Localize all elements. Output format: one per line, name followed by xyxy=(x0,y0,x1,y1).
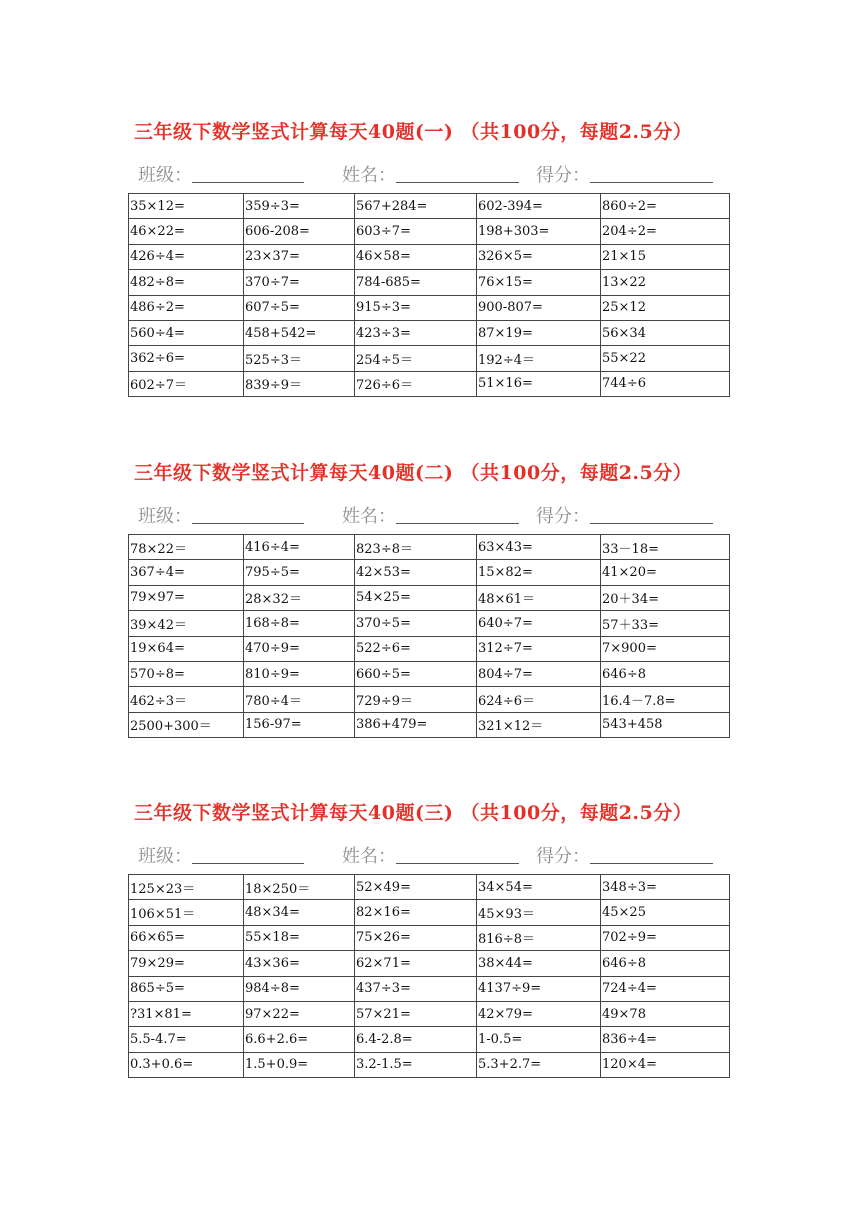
problem-cell: 46×58= xyxy=(355,244,477,269)
problem-cell: 7×900= xyxy=(601,636,730,661)
problem-cell: 168÷8= xyxy=(244,611,355,636)
problem-cell: 106×51＝ xyxy=(129,900,244,925)
problems-table xyxy=(128,193,730,397)
problem-cell: 860÷2= xyxy=(601,194,730,219)
problem-cell: 16.4－7.8= xyxy=(601,687,730,712)
table-row xyxy=(129,661,730,686)
problem-cell: 416÷4= xyxy=(244,535,355,560)
problem-cell: 823÷8＝ xyxy=(355,535,477,560)
class-blank[interactable] xyxy=(192,505,304,524)
problem-cell: 784-685= xyxy=(355,270,477,295)
problem-cell: 79×97= xyxy=(129,585,244,610)
problem-cell: 18×250＝ xyxy=(244,875,355,900)
table-row xyxy=(129,900,730,925)
problem-cell: 603÷7= xyxy=(355,219,477,244)
name-label: 姓名： xyxy=(342,165,396,186)
problem-cell: 43×36= xyxy=(244,951,355,976)
problem-cell: 20＋34= xyxy=(601,585,730,610)
problem-cell: 640÷7= xyxy=(477,611,601,636)
problem-cell: 423÷3= xyxy=(355,320,477,345)
problem-cell: 198+303= xyxy=(477,219,601,244)
problem-cell: 97×22= xyxy=(244,1001,355,1026)
score-label: 得分： xyxy=(536,846,590,867)
section-title: 三年级下数学竖式计算每天40题(三) （共100分，每题2.5分） xyxy=(134,802,693,824)
problem-cell: 915÷3= xyxy=(355,295,477,320)
problem-cell: 48×61＝ xyxy=(477,585,601,610)
problem-cell: 462÷3＝ xyxy=(129,687,244,712)
problem-cell: 458+542= xyxy=(244,320,355,345)
table-row xyxy=(129,687,730,712)
problem-cell: 326×5= xyxy=(477,244,601,269)
table-row xyxy=(129,1027,730,1052)
problem-cell: 359÷3= xyxy=(244,194,355,219)
table-row xyxy=(129,560,730,585)
problem-cell: 45×93＝ xyxy=(477,900,601,925)
problem-cell: 78×22＝ xyxy=(129,535,244,560)
problem-cell: 46×22= xyxy=(129,219,244,244)
name-blank[interactable] xyxy=(396,505,519,524)
name-blank[interactable] xyxy=(396,164,519,183)
problem-cell: 370÷7= xyxy=(244,270,355,295)
problem-cell: 82×16= xyxy=(355,900,477,925)
problem-cell: 348÷3= xyxy=(601,875,730,900)
problem-cell: 192÷4＝ xyxy=(477,346,601,371)
problem-cell: 35×12= xyxy=(129,194,244,219)
class-label: 班级： xyxy=(138,506,192,527)
problem-cell: 33－18= xyxy=(601,535,730,560)
score-label: 得分： xyxy=(536,165,590,186)
problem-cell: 726÷6＝ xyxy=(355,371,477,396)
problem-cell: 19×64= xyxy=(129,636,244,661)
problem-cell: 125×23＝ xyxy=(129,875,244,900)
section-title: 三年级下数学竖式计算每天40题(二) （共100分，每题2.5分） xyxy=(134,462,693,484)
problem-cell: 543+458 xyxy=(601,712,730,737)
table-row xyxy=(129,1001,730,1026)
problem-cell: 367÷4= xyxy=(129,560,244,585)
problem-cell: 702÷9= xyxy=(601,925,730,950)
problem-cell: 51×16= xyxy=(477,371,601,396)
problem-cell: 25×12 xyxy=(601,295,730,320)
problem-cell: 865÷5= xyxy=(129,976,244,1001)
problem-cell: 1-0.5= xyxy=(477,1027,601,1052)
problem-cell: 79×29= xyxy=(129,951,244,976)
class-label: 班级： xyxy=(138,165,192,186)
problem-cell: 76×15= xyxy=(477,270,601,295)
problem-cell: 560÷4= xyxy=(129,320,244,345)
problem-cell: 470÷9= xyxy=(244,636,355,661)
problem-cell: 34×54= xyxy=(477,875,601,900)
problem-cell: 48×34= xyxy=(244,900,355,925)
class-label: 班级： xyxy=(138,846,192,867)
problem-cell: 607÷5= xyxy=(244,295,355,320)
problem-cell: 3.2-1.5= xyxy=(355,1052,477,1077)
problem-cell: 156-97= xyxy=(244,712,355,737)
problem-cell: 2500+300＝ xyxy=(129,712,244,737)
problem-cell: 56×34 xyxy=(601,320,730,345)
problem-cell: 321×12＝ xyxy=(477,712,601,737)
problem-cell: 624÷6＝ xyxy=(477,687,601,712)
problem-cell: 38×44= xyxy=(477,951,601,976)
score-blank[interactable] xyxy=(590,164,713,183)
problem-cell: ?31×81= xyxy=(129,1001,244,1026)
table-row xyxy=(129,585,730,610)
problem-cell: 21×15 xyxy=(601,244,730,269)
problem-cell: 75×26= xyxy=(355,925,477,950)
problem-cell: 6.4-2.8= xyxy=(355,1027,477,1052)
problem-cell: 312÷7= xyxy=(477,636,601,661)
problem-cell: 724÷4= xyxy=(601,976,730,1001)
problem-cell: 5.3+2.7= xyxy=(477,1052,601,1077)
problem-cell: 254÷5＝ xyxy=(355,346,477,371)
problem-cell: 23×37= xyxy=(244,244,355,269)
problem-cell: 15×82= xyxy=(477,560,601,585)
table-row xyxy=(129,270,730,295)
problem-cell: 87×19= xyxy=(477,320,601,345)
problem-cell: 646÷8 xyxy=(601,951,730,976)
table-row xyxy=(129,346,730,371)
class-blank[interactable] xyxy=(192,845,304,864)
name-blank[interactable] xyxy=(396,845,519,864)
problem-cell: 42×79= xyxy=(477,1001,601,1026)
problem-cell: 729÷9＝ xyxy=(355,687,477,712)
problem-cell: 49×78 xyxy=(601,1001,730,1026)
problem-cell: 567+284= xyxy=(355,194,477,219)
problem-cell: 0.3+0.6= xyxy=(129,1052,244,1077)
problem-cell: 6.6+2.6= xyxy=(244,1027,355,1052)
problem-cell: 57×21= xyxy=(355,1001,477,1026)
problem-cell: 437÷3= xyxy=(355,976,477,1001)
problem-cell: 57＋33= xyxy=(601,611,730,636)
problem-cell: 54×25= xyxy=(355,585,477,610)
problem-cell: 804÷7= xyxy=(477,661,601,686)
problem-cell: 839÷9＝ xyxy=(244,371,355,396)
problem-cell: 660÷5= xyxy=(355,661,477,686)
name-label: 姓名： xyxy=(342,846,396,867)
problem-cell: 39×42＝ xyxy=(129,611,244,636)
problems-table xyxy=(128,534,730,738)
table-row xyxy=(129,875,730,900)
problem-cell: 780÷4＝ xyxy=(244,687,355,712)
problem-cell: 63×43= xyxy=(477,535,601,560)
problem-cell: 602-394= xyxy=(477,194,601,219)
score-blank[interactable] xyxy=(590,845,713,864)
problem-cell: 42×53= xyxy=(355,560,477,585)
problem-cell: 482÷8= xyxy=(129,270,244,295)
problem-cell: 795÷5= xyxy=(244,560,355,585)
table-row xyxy=(129,295,730,320)
problem-cell: 602÷7＝ xyxy=(129,371,244,396)
problem-cell: 570÷8= xyxy=(129,661,244,686)
problem-cell: 4137÷9= xyxy=(477,976,601,1001)
problem-cell: 744÷6 xyxy=(601,371,730,396)
problem-cell: 52×49= xyxy=(355,875,477,900)
problem-cell: 28×32＝ xyxy=(244,585,355,610)
problem-cell: 13×22 xyxy=(601,270,730,295)
section-title: 三年级下数学竖式计算每天40题(一) （共100分，每题2.5分） xyxy=(134,121,693,143)
table-row xyxy=(129,611,730,636)
table-row xyxy=(129,535,730,560)
problem-cell: 5.5-4.7= xyxy=(129,1027,244,1052)
score-label: 得分： xyxy=(536,506,590,527)
problem-cell: 66×65= xyxy=(129,925,244,950)
problem-cell: 900-807= xyxy=(477,295,601,320)
table-row xyxy=(129,219,730,244)
table-row xyxy=(129,712,730,737)
score-blank[interactable] xyxy=(590,505,713,524)
problem-cell: 62×71= xyxy=(355,951,477,976)
problems-table xyxy=(128,874,730,1078)
class-blank[interactable] xyxy=(192,164,304,183)
problem-cell: 426÷4= xyxy=(129,244,244,269)
problem-cell: 386+479= xyxy=(355,712,477,737)
problem-cell: 486÷2= xyxy=(129,295,244,320)
problem-cell: 522÷6= xyxy=(355,636,477,661)
problem-cell: 810÷9= xyxy=(244,661,355,686)
problem-cell: 55×22 xyxy=(601,346,730,371)
problem-cell: 45×25 xyxy=(601,900,730,925)
problem-cell: 370÷5= xyxy=(355,611,477,636)
problem-cell: 362÷6= xyxy=(129,346,244,371)
name-label: 姓名： xyxy=(342,506,396,527)
problem-cell: 836÷4= xyxy=(601,1027,730,1052)
table-row xyxy=(129,194,730,219)
table-row xyxy=(129,951,730,976)
problem-cell: 204÷2= xyxy=(601,219,730,244)
table-row xyxy=(129,925,730,950)
problem-cell: 120×4= xyxy=(601,1052,730,1077)
problem-cell: 41×20= xyxy=(601,560,730,585)
problem-cell: 55×18= xyxy=(244,925,355,950)
table-row xyxy=(129,1052,730,1077)
problem-cell: 606-208= xyxy=(244,219,355,244)
table-row xyxy=(129,636,730,661)
table-row xyxy=(129,244,730,269)
table-row xyxy=(129,976,730,1001)
problem-cell: 816÷8＝ xyxy=(477,925,601,950)
table-row xyxy=(129,371,730,396)
problem-cell: 525÷3＝ xyxy=(244,346,355,371)
table-row xyxy=(129,320,730,345)
problem-cell: 646÷8 xyxy=(601,661,730,686)
problem-cell: 984÷8= xyxy=(244,976,355,1001)
problem-cell: 1.5+0.9= xyxy=(244,1052,355,1077)
